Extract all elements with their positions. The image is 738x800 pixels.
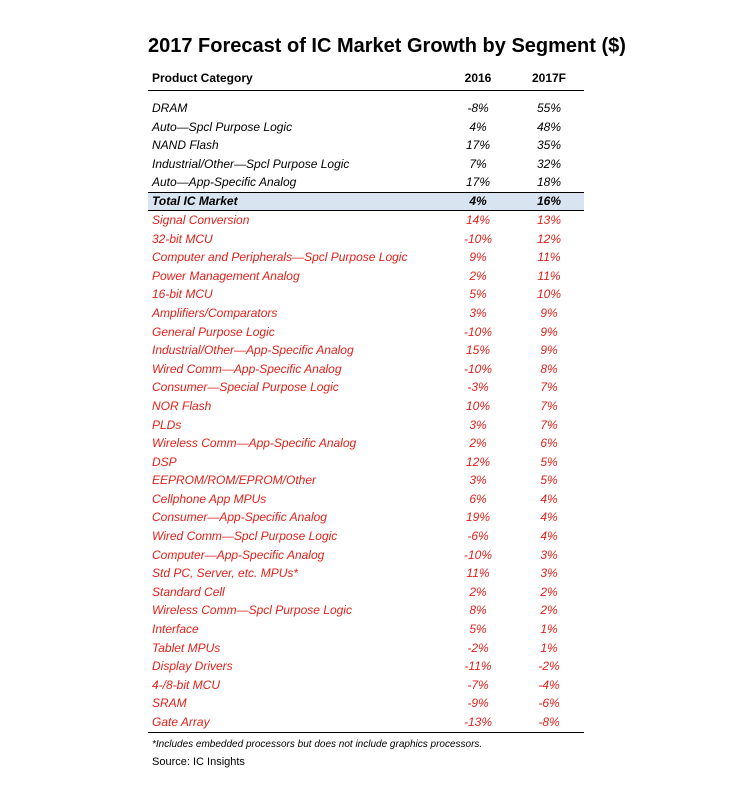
table-row: [148, 601, 584, 620]
row-value-2016: 5%: [469, 287, 487, 302]
row-value-2017f: 12%: [536, 231, 562, 246]
table-row: [148, 397, 584, 416]
row-value-2016: 7%: [469, 156, 487, 171]
table-row: [148, 713, 584, 732]
row-value-2017f: 18%: [536, 175, 562, 190]
table-row: [148, 248, 584, 267]
row-value-2017f: 9%: [540, 324, 558, 339]
table-row: [148, 378, 584, 397]
row-value-2017f: -4%: [538, 677, 560, 692]
row-value-2017f: 3%: [540, 547, 558, 562]
table-row: [148, 546, 584, 565]
table-row: [148, 434, 584, 453]
row-category: NAND Flash: [152, 138, 219, 153]
row-value-2016: -9%: [467, 696, 489, 711]
table-row: [148, 416, 584, 435]
row-category: Power Management Analog: [152, 268, 300, 283]
table-row: [148, 118, 584, 137]
table-row: [148, 508, 584, 527]
row-value-2017f: 8%: [540, 361, 558, 376]
row-value-2016: 19%: [465, 510, 491, 525]
row-category: Auto—App-Specific Analog: [152, 175, 297, 190]
row-category: Display Drivers: [152, 659, 233, 674]
total-row: [148, 192, 584, 211]
row-value-2016: 11%: [466, 566, 490, 581]
row-value-2016: 10%: [465, 398, 491, 413]
row-value-2017f: 11%: [537, 268, 561, 283]
row-category: Interface: [152, 622, 199, 637]
table-row: [148, 620, 584, 639]
row-value-2016: -10%: [463, 547, 492, 562]
row-value-2017f: 7%: [540, 398, 558, 413]
footnote: *Includes embedded processors but does not include graphics processors.: [152, 739, 483, 750]
row-category: EEPROM/ROM/EPROM/Other: [152, 473, 317, 488]
table-row: [148, 657, 584, 676]
row-value-2017f: 32%: [536, 156, 562, 171]
row-category: Tablet MPUs: [152, 640, 221, 655]
row-category: Cellphone App MPUs: [152, 491, 267, 506]
row-value-2016: -8%: [467, 101, 489, 115]
row-value-2016: 2%: [469, 268, 487, 283]
row-value-2017f: -2%: [538, 659, 560, 674]
row-value-2017f: 1%: [540, 640, 558, 655]
row-category: Industrial/Other—App-Specific Analog: [152, 343, 354, 358]
header-2016: 2016: [464, 71, 492, 85]
row-value-2016: 17%: [465, 175, 491, 190]
table-row: [148, 304, 584, 323]
row-value-2016: 15%: [465, 343, 491, 358]
table-row: [148, 676, 584, 695]
row-value-2017f: 5%: [540, 473, 558, 488]
row-value-2016: 5%: [469, 622, 487, 637]
row-category: Total IC Market: [152, 193, 238, 208]
row-value-2017f: 4%: [540, 491, 558, 506]
row-value-2016: -3%: [467, 380, 489, 395]
row-value-2016: 9%: [469, 250, 487, 265]
row-value-2017f: 10%: [536, 287, 562, 302]
row-category: Signal Conversion: [152, 212, 250, 227]
row-category: Wired Comm—Spcl Purpose Logic: [152, 529, 338, 544]
table-row: [148, 471, 584, 490]
row-value-2016: -11%: [464, 659, 492, 674]
row-category: Computer and Peripherals—Spcl Purpose Logic: [152, 250, 408, 265]
row-category: DSP: [152, 454, 177, 469]
table-row: [148, 639, 584, 658]
row-value-2017f: 16%: [536, 193, 562, 208]
row-value-2016: 3%: [469, 417, 487, 432]
row-value-2016: -7%: [467, 677, 489, 692]
row-value-2016: 17%: [465, 138, 491, 153]
row-category: 16-bit MCU: [152, 287, 213, 302]
row-category: General Purpose Logic: [152, 324, 275, 339]
header-product-category: Product Category: [152, 71, 253, 85]
table-row: [148, 99, 584, 118]
row-value-2016: 4%: [469, 193, 487, 208]
row-value-2016: 3%: [469, 305, 487, 320]
growth-table: [148, 66, 584, 733]
source-note: Source: IC Insights: [152, 756, 245, 768]
row-category: Industrial/Other—Spcl Purpose Logic: [152, 156, 350, 171]
row-value-2016: 8%: [469, 603, 487, 618]
row-category: Wired Comm—App-Specific Analog: [152, 361, 342, 376]
table-row: [148, 230, 584, 249]
row-category: Wireless Comm—App-Specific Analog: [152, 436, 357, 451]
row-category: Consumer—App-Specific Analog: [152, 510, 327, 525]
row-category: Wireless Comm—Spcl Purpose Logic: [152, 603, 352, 618]
row-category: Consumer—Special Purpose Logic: [152, 380, 339, 395]
table-row: [148, 694, 584, 713]
row-category: PLDs: [152, 417, 182, 432]
row-value-2017f: 6%: [540, 436, 558, 451]
row-value-2017f: 9%: [540, 343, 558, 358]
header-2017f: 2017F: [531, 71, 567, 85]
row-value-2016: -10%: [463, 324, 492, 339]
row-value-2016: 6%: [469, 491, 487, 506]
row-value-2017f: 9%: [540, 305, 558, 320]
row-value-2016: -2%: [467, 640, 489, 655]
table-row: [148, 527, 584, 546]
table-row: [148, 155, 584, 174]
row-category: SRAM: [152, 696, 187, 711]
row-category: Gate Array: [152, 715, 210, 729]
row-value-2016: -13%: [463, 715, 492, 729]
row-category: Computer—App-Specific Analog: [152, 547, 325, 562]
table-body: [148, 99, 584, 732]
row-value-2017f: -8%: [538, 715, 560, 729]
row-category: 32-bit MCU: [152, 231, 213, 246]
row-category: Auto—Spcl Purpose Logic: [152, 119, 293, 134]
table-row: [148, 323, 584, 342]
row-value-2017f: 3%: [540, 566, 558, 581]
row-value-2017f: 48%: [536, 119, 562, 134]
table-row: [148, 490, 584, 509]
table-header: [148, 66, 584, 91]
row-value-2017f: 5%: [540, 454, 558, 469]
table-row: [148, 341, 584, 360]
table-row: [148, 285, 584, 304]
table-row: [148, 564, 584, 583]
row-value-2016: 3%: [469, 473, 487, 488]
row-value-2016: 2%: [469, 436, 487, 451]
row-value-2016: 12%: [465, 454, 491, 469]
row-value-2016: 2%: [469, 584, 487, 599]
row-value-2017f: 2%: [540, 603, 558, 618]
table-row: [148, 267, 584, 286]
row-value-2017f: 7%: [540, 417, 558, 432]
row-value-2017f: 4%: [540, 529, 558, 544]
row-value-2016: 14%: [465, 212, 491, 227]
row-value-2017f: 4%: [540, 510, 558, 525]
row-value-2017f: 35%: [536, 138, 562, 153]
row-value-2017f: 2%: [540, 584, 558, 599]
row-category: Std PC, Server, etc. MPUs*: [152, 566, 299, 581]
table-row: [148, 211, 584, 230]
table-bottom-rule: [148, 732, 584, 733]
table-row: [148, 173, 584, 192]
row-value-2016: -10%: [463, 231, 492, 246]
row-category: Standard Cell: [152, 584, 225, 599]
row-value-2017f: 13%: [536, 212, 562, 227]
table-row: [148, 136, 584, 155]
row-value-2017f: 11%: [537, 250, 561, 265]
chart-title: 2017 Forecast of IC Market Growth by Segment ($): [148, 35, 626, 57]
row-category: NOR Flash: [152, 398, 212, 413]
row-category: DRAM: [152, 101, 188, 115]
row-value-2017f: 1%: [540, 622, 558, 637]
row-value-2016: 4%: [469, 119, 487, 134]
table-row: [148, 453, 584, 472]
row-value-2016: -10%: [463, 361, 492, 376]
row-category: Amplifiers/Comparators: [152, 305, 278, 320]
table-row: [148, 583, 584, 602]
table-row: [148, 360, 584, 379]
row-value-2016: -6%: [467, 529, 489, 544]
row-value-2017f: -6%: [538, 696, 560, 711]
row-value-2017f: 7%: [540, 380, 558, 395]
row-value-2017f: 55%: [536, 101, 562, 115]
row-category: 4-/8-bit MCU: [152, 677, 221, 692]
